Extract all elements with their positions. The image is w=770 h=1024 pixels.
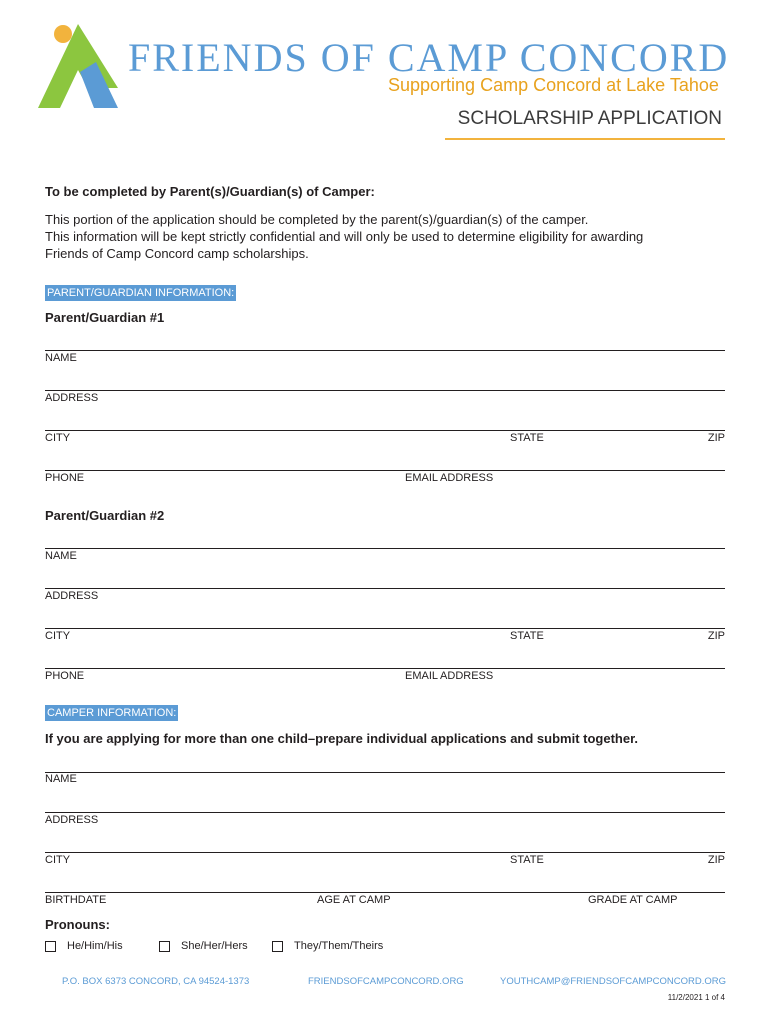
g2-phone-label: PHONE (45, 670, 85, 682)
camper-address-label: ADDRESS (45, 814, 99, 826)
camper-section-label: CAMPER INFORMATION: (47, 707, 177, 719)
g2-email-label: EMAIL ADDRESS (405, 670, 494, 682)
g2-city-line[interactable] (45, 628, 725, 629)
org-tagline: Supporting Camp Concord at Lake Tahoe (388, 75, 719, 95)
pronoun-they-label: They/Them/Theirs (294, 940, 384, 952)
camper-birthdate-label: BIRTHDATE (45, 894, 107, 906)
g2-state-label: STATE (510, 630, 544, 642)
guardian2-heading: Parent/Guardian #2 (45, 508, 165, 523)
camper-grade-label: GRADE AT CAMP (588, 894, 678, 906)
g2-zip-label: ZIP (707, 630, 725, 642)
g1-name-line[interactable] (45, 350, 725, 351)
g2-name-line[interactable] (45, 548, 725, 549)
parent-section-label: PARENT/GUARDIAN INFORMATION: (47, 287, 235, 299)
g1-city-label: CITY (45, 432, 71, 444)
g1-name-label: NAME (45, 352, 77, 364)
g1-address-line[interactable] (45, 390, 725, 391)
g2-name-label: NAME (45, 550, 77, 562)
camper-age-label: AGE AT CAMP (317, 894, 391, 906)
camper-address-line[interactable] (45, 812, 725, 813)
g1-phone-label: PHONE (45, 472, 85, 484)
footer-email-link[interactable]: YOUTHCAMP@FRIENDSOFCAMPCONCORD.ORG (500, 976, 727, 987)
pronouns-heading: Pronouns: (45, 917, 110, 932)
pronoun-he-label: He/Him/His (67, 940, 123, 952)
footer-website-link[interactable]: FRIENDSOFCAMPCONCORD.ORG (308, 976, 464, 987)
g1-state-label: STATE (510, 432, 544, 444)
intro-heading: To be completed by Parent(s)/Guardian(s) of Camper: (45, 184, 375, 199)
org-name: FRIENDS OF CAMP CONCORD (128, 35, 730, 80)
intro-line: Friends of Camp Concord camp scholarships. (45, 246, 309, 261)
g2-phone-line[interactable] (45, 668, 725, 669)
camper-city-line[interactable] (45, 852, 725, 853)
g1-city-line[interactable] (45, 430, 725, 431)
footer-address: P.O. BOX 6373 CONCORD, CA 94524-1373 (62, 976, 250, 987)
camper-city-label: CITY (45, 854, 71, 866)
camper-name-label: NAME (45, 773, 77, 785)
g1-email-label: EMAIL ADDRESS (405, 472, 494, 484)
intro-paragraph (45, 211, 735, 262)
document-title: SCHOLARSHIP APPLICATION (457, 108, 722, 129)
pronoun-she-checkbox[interactable] (159, 941, 170, 952)
camper-name-line[interactable] (45, 772, 725, 773)
camper-zip-label: ZIP (707, 854, 725, 866)
g1-phone-line[interactable] (45, 470, 725, 471)
pronoun-she-label: She/Her/Hers (181, 940, 248, 952)
g2-address-line[interactable] (45, 588, 725, 589)
g2-address-label: ADDRESS (45, 590, 99, 602)
title-divider (445, 138, 725, 140)
pronoun-he-checkbox[interactable] (45, 941, 56, 952)
pronoun-they-checkbox[interactable] (272, 941, 283, 952)
camper-note: If you are applying for more than one child–prepare individual applications and submit together. (45, 731, 639, 746)
page-number: 11/2/2021 1 of 4 (667, 993, 725, 1002)
intro-line: This information will be kept strictly confidential and will only be used to determine eligibility for awarding (45, 229, 644, 244)
g1-zip-label: ZIP (707, 432, 725, 444)
camper-state-label: STATE (510, 854, 544, 866)
camp-tent-sun-logo (38, 22, 118, 108)
intro-line: This portion of the application should be completed by the parent(s)/guardian(s) of the camper. (45, 212, 589, 227)
g1-address-label: ADDRESS (45, 392, 99, 404)
guardian1-heading: Parent/Guardian #1 (45, 310, 165, 325)
g2-city-label: CITY (45, 630, 71, 642)
camper-birthdate-line[interactable] (45, 892, 725, 893)
